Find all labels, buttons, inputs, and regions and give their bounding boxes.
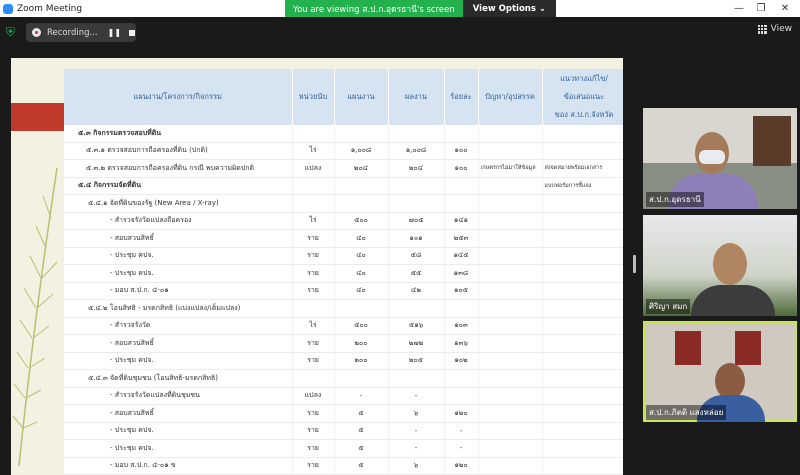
- row-plan: [334, 177, 388, 195]
- row-unit: ราย: [292, 405, 334, 423]
- row-problem: [478, 265, 542, 283]
- table-row: [64, 300, 623, 318]
- row-result: ๒๗๒: [388, 335, 444, 353]
- row-name: - สอบสวนสิทธิ์: [64, 405, 292, 423]
- table-row: [64, 457, 623, 475]
- row-percent: [444, 177, 478, 195]
- row-name: ๕.๔.๑ จัดที่ดินของรัฐ (New Area / X-ray): [64, 195, 292, 213]
- row-problem: [478, 230, 542, 248]
- row-result: ๒๐๕: [388, 352, 444, 370]
- row-unit: ไร่: [292, 317, 334, 335]
- row-unit: แปลง: [292, 387, 334, 405]
- row-plan: ๔๐: [334, 265, 388, 283]
- row-result: [388, 125, 444, 142]
- table-row: [64, 317, 623, 335]
- row-guidance: แบบฟอร์มการชี้แจง: [542, 177, 623, 195]
- row-result: ๑๐๑: [388, 230, 444, 248]
- participant-face: [713, 243, 747, 285]
- row-name: ๕.๔.๓ จัดที่ดินชุมชน (โอนสิทธิ-มรดกสิทธิ): [64, 370, 292, 388]
- row-guidance: [542, 422, 623, 440]
- col-guidance-line1: แนวทางแก้ไข/: [560, 74, 608, 83]
- row-name: - สอบสวนสิทธิ์: [64, 230, 292, 248]
- col-guidance-line3: ของ ส.ป.ก.จังหวัด: [554, 110, 614, 119]
- view-options-button[interactable]: View Options ⌄: [463, 0, 556, 17]
- row-plan: ๕: [334, 405, 388, 423]
- row-result: [388, 370, 444, 388]
- row-name: - มอบ ส.ป.ก. ๔-๐๑ ข: [64, 457, 292, 475]
- view-label: View: [770, 24, 792, 34]
- gallery-grid-icon: [758, 25, 767, 34]
- row-result: -: [388, 440, 444, 458]
- row-percent: ๑๓๘: [444, 265, 478, 283]
- row-plan: ๔๐: [334, 247, 388, 265]
- row-unit: ราย: [292, 352, 334, 370]
- row-result: ๕๘: [388, 247, 444, 265]
- table-row: [64, 142, 623, 160]
- row-unit: ราย: [292, 282, 334, 300]
- row-result: ๕๑๖: [388, 317, 444, 335]
- row-result: ๑,๐๐๘: [388, 142, 444, 160]
- row-guidance: [542, 335, 623, 353]
- row-problem: [478, 422, 542, 440]
- row-problem: [478, 335, 542, 353]
- row-unit: ราย: [292, 335, 334, 353]
- row-problem: [478, 387, 542, 405]
- row-unit: ราย: [292, 230, 334, 248]
- row-plan: [334, 370, 388, 388]
- row-unit: [292, 195, 334, 213]
- row-percent: ๑๐๓: [444, 317, 478, 335]
- row-guidance: [542, 370, 623, 388]
- row-percent: ๑๔๑: [444, 212, 478, 230]
- row-result: ๒๐๔: [388, 160, 444, 178]
- row-name: - สำรวจรังวัดแปลงถือครอง: [64, 212, 292, 230]
- row-name: - ประชุม คปจ.: [64, 352, 292, 370]
- row-unit: [292, 370, 334, 388]
- row-guidance: [542, 247, 623, 265]
- row-problem: [478, 300, 542, 318]
- recording-label: Recording...: [47, 27, 98, 38]
- row-name: ๕.๓.๒ ตรวจสอบการถือครองที่ดิน กรณี พบความผิดปกติ: [64, 160, 292, 178]
- row-problem: [478, 317, 542, 335]
- row-guidance: [542, 352, 623, 370]
- table-row: [64, 282, 623, 300]
- table-row: [64, 195, 623, 213]
- row-plan: ๔๐: [334, 282, 388, 300]
- row-result: ๖: [388, 405, 444, 423]
- row-problem: เกษตรกรไม่มาให้ข้อมูล: [478, 160, 542, 178]
- table-row: [64, 440, 623, 458]
- row-unit: ราย: [292, 440, 334, 458]
- row-guidance: ส่งจดหมายพร้อมเอกสาร: [542, 160, 623, 178]
- participant-name: ส.ป.ก.ภิตติ แสงหล่อย: [646, 405, 726, 420]
- row-percent: -: [444, 440, 478, 458]
- row-guidance: [542, 212, 623, 230]
- recording-indicator: [26, 23, 136, 42]
- row-name: ๕.๔ กิจกรรมจัดที่ดิน: [64, 177, 292, 195]
- row-plan: ๕: [334, 440, 388, 458]
- row-unit: [292, 300, 334, 318]
- participant-tile[interactable]: [643, 215, 797, 316]
- row-result: -: [388, 387, 444, 405]
- report-table: [64, 69, 623, 475]
- row-percent: ๑๔๕: [444, 247, 478, 265]
- row-problem: [478, 370, 542, 388]
- row-plan: ๑,๐๐๘: [334, 142, 388, 160]
- row-percent: [444, 387, 478, 405]
- row-plan: ๕: [334, 457, 388, 475]
- face-mask: [699, 150, 725, 164]
- table-row: [64, 335, 623, 353]
- row-unit: [292, 125, 334, 142]
- col-percent: ร้อยละ: [444, 69, 478, 125]
- row-percent: ๑๐๐: [444, 142, 478, 160]
- row-result: [388, 195, 444, 213]
- row-problem: [478, 195, 542, 213]
- row-name: - มอบ ส.ป.ก. ๔-๐๑: [64, 282, 292, 300]
- minimize-button[interactable]: —: [734, 3, 744, 14]
- row-percent: [444, 300, 478, 318]
- table-row: [64, 265, 623, 283]
- row-guidance: [542, 230, 623, 248]
- row-name: ๕.๔.๒ โอนสิทธิ - มรดกสิทธิ (แบ่งแปลง/เต็มแปลง): [64, 300, 292, 318]
- row-percent: [444, 370, 478, 388]
- participant-name: ส.ป.ก.อุดรธานี: [646, 192, 704, 207]
- row-percent: ๑๐๐: [444, 160, 478, 178]
- row-name: - ประชุม คปจ.: [64, 422, 292, 440]
- row-unit: ราย: [292, 422, 334, 440]
- row-problem: [478, 282, 542, 300]
- table-row: [64, 177, 623, 195]
- row-result: ๖: [388, 457, 444, 475]
- close-button[interactable]: ✕: [780, 3, 790, 14]
- row-plan: ๕๐๐: [334, 317, 388, 335]
- shield-icon[interactable]: ⛨: [6, 25, 16, 39]
- row-plan: ๕: [334, 422, 388, 440]
- row-guidance: [542, 405, 623, 423]
- row-unit: ไร่: [292, 142, 334, 160]
- row-name: ๕.๓ กิจกรรมตรวจสอบที่ดิน: [64, 125, 292, 142]
- participant-body: [691, 285, 775, 316]
- row-guidance: [542, 125, 623, 142]
- row-unit: ราย: [292, 265, 334, 283]
- row-name: - ประชุม คปจ.: [64, 265, 292, 283]
- row-problem: [478, 405, 542, 423]
- row-result: -: [388, 422, 444, 440]
- row-result: ๗๐๕: [388, 212, 444, 230]
- row-plan: ๔๐: [334, 230, 388, 248]
- row-problem: [478, 440, 542, 458]
- row-guidance: [542, 142, 623, 160]
- participant-name: ศิริญา สมก: [646, 299, 690, 314]
- recording-icon: [32, 28, 41, 37]
- table-row: [64, 370, 623, 388]
- row-name: - ประชุม คปจ.: [64, 247, 292, 265]
- col-result: ผลงาน: [388, 69, 444, 125]
- table-row: [64, 247, 623, 265]
- row-guidance: [542, 457, 623, 475]
- row-result: ๔๒: [388, 282, 444, 300]
- window-title: Zoom Meeting: [17, 3, 83, 14]
- table-row: [64, 160, 623, 178]
- slide-accent-bar: [11, 103, 65, 131]
- table-row: [64, 125, 623, 142]
- row-problem: [478, 177, 542, 195]
- share-banner-text: You are viewing ส.ป.ก.อุดรธานี's screen: [285, 0, 463, 17]
- row-plan: [334, 125, 388, 142]
- row-problem: [478, 247, 542, 265]
- col-guidance: [542, 69, 623, 125]
- row-problem: [478, 457, 542, 475]
- row-name: - สำรวจรังวัดแปลงที่ดินชุมชน: [64, 387, 292, 405]
- row-name: - สอบสวนสิทธิ์: [64, 335, 292, 353]
- row-plan: [334, 300, 388, 318]
- participant-face: [715, 363, 745, 399]
- row-problem: [478, 142, 542, 160]
- row-plan: ๕๐๐: [334, 212, 388, 230]
- row-plan: -: [334, 387, 388, 405]
- table-header-row: [64, 69, 623, 125]
- wall-frame: [753, 116, 791, 166]
- row-guidance: [542, 317, 623, 335]
- row-name: - สำรวจรังวัด: [64, 317, 292, 335]
- table-row: [64, 352, 623, 370]
- row-unit: [292, 177, 334, 195]
- row-guidance: [542, 387, 623, 405]
- row-result: ๕๕: [388, 265, 444, 283]
- row-guidance: [542, 440, 623, 458]
- stop-recording-button[interactable]: [129, 30, 135, 36]
- row-name: - ประชุม คปจ.: [64, 440, 292, 458]
- col-guidance-line2: ข้อเสนอแนะ: [563, 92, 605, 101]
- shared-screen-slide: [11, 58, 623, 475]
- row-plan: ๒๐๐: [334, 335, 388, 353]
- row-name: ๕.๓.๑ ตรวจสอบการถือครองที่ดิน (ปกติ): [64, 142, 292, 160]
- panel-resize-handle[interactable]: [633, 255, 636, 273]
- table-row: [64, 387, 623, 405]
- table-row: [64, 422, 623, 440]
- row-unit: ราย: [292, 457, 334, 475]
- zoom-logo-icon: [3, 4, 13, 14]
- participant-tile-active-speaker[interactable]: [643, 321, 797, 422]
- row-guidance: [542, 282, 623, 300]
- row-percent: ๑๒๐: [444, 405, 478, 423]
- row-percent: ๑๒๐: [444, 457, 478, 475]
- maximize-button[interactable]: ❐: [756, 3, 766, 14]
- col-problem: ปัญหา/อุปสรรค: [478, 69, 542, 125]
- row-guidance: [542, 265, 623, 283]
- row-plan: [334, 195, 388, 213]
- row-percent: [444, 195, 478, 213]
- row-unit: ราย: [292, 247, 334, 265]
- wall-picture: [735, 331, 761, 365]
- row-percent: [444, 125, 478, 142]
- row-unit: ไร่: [292, 212, 334, 230]
- row-problem: [478, 125, 542, 142]
- row-plan: ๒๐๔: [334, 160, 388, 178]
- table-row: [64, 212, 623, 230]
- participant-tile[interactable]: [643, 108, 797, 209]
- table-row: [64, 405, 623, 423]
- row-percent: ๒๕๓: [444, 230, 478, 248]
- share-banner: [285, 0, 556, 17]
- col-plan: แผนงาน: [334, 69, 388, 125]
- row-guidance: [542, 300, 623, 318]
- row-result: [388, 300, 444, 318]
- row-guidance: [542, 195, 623, 213]
- row-problem: [478, 352, 542, 370]
- fern-decoration-icon: [11, 148, 65, 468]
- col-activity: แผนงาน/โครงการ/กิจกรรม: [64, 69, 292, 125]
- row-percent: ๑๐๕: [444, 282, 478, 300]
- wall-picture: [675, 331, 701, 365]
- pause-recording-button[interactable]: ❚❚: [107, 28, 122, 37]
- row-plan: ๒๐๐: [334, 352, 388, 370]
- row-percent: ๑๐๒: [444, 352, 478, 370]
- row-problem: [478, 212, 542, 230]
- view-button[interactable]: [758, 24, 792, 34]
- table-row: [64, 230, 623, 248]
- row-percent: ๑๓๖: [444, 335, 478, 353]
- row-unit: แปลง: [292, 160, 334, 178]
- row-percent: -: [444, 422, 478, 440]
- col-unit: หน่วยนับ: [292, 69, 334, 125]
- row-result: [388, 177, 444, 195]
